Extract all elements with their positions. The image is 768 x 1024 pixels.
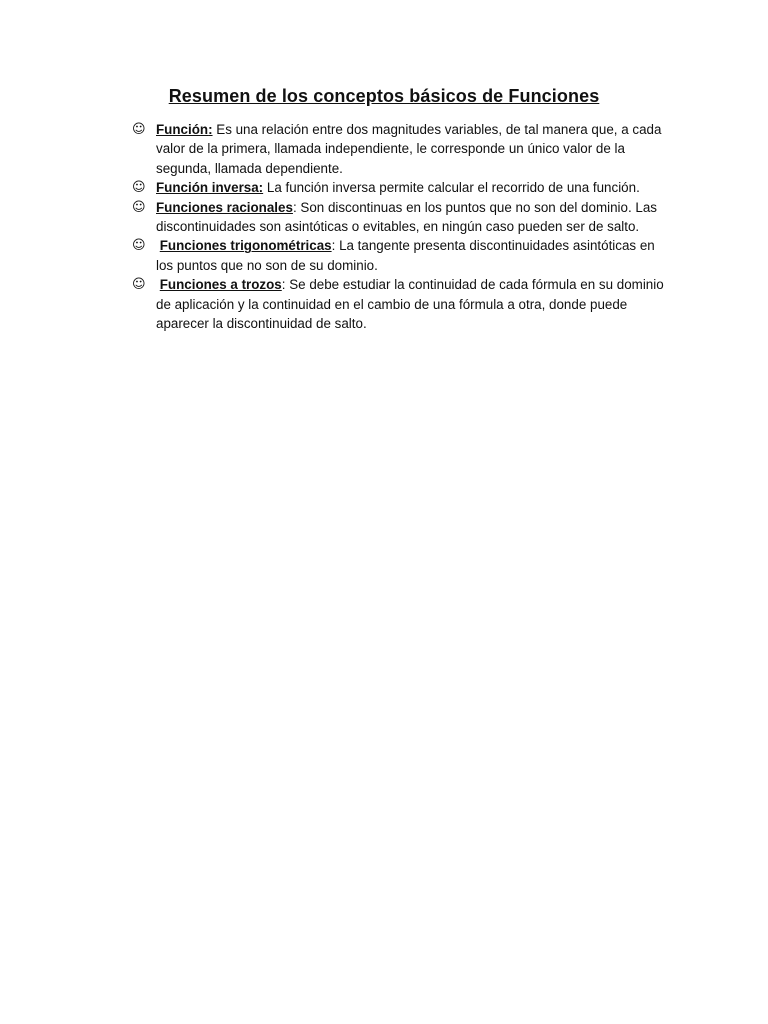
item-term: Funciones trigonométricas [159,238,332,254]
list-item [132,120,667,178]
item-separator: : [281,277,286,293]
smiley-face-icon: ☺ [132,122,146,137]
smiley-face-icon: ☺ [132,180,146,196]
item-separator: : [208,122,213,137]
list-item [132,236,667,275]
item-separator: : [331,238,336,254]
item-term: Función [156,122,209,137]
item-text: Es una relación entre dos magnitudes variables, de tal manera que, a cada valor de la primera, llamada independiente, le corresponde un único valor de la segunda, llamada dependiente. [156,122,662,176]
concept-list [132,120,667,333]
list-item [132,178,667,197]
item-term: Funciones racionales [156,199,293,215]
item-text: Se debe estudiar la continuidad de cada fórmula en su dominio de aplicación y la continuidad en el cambio de una fórmula a otra, donde puede aparecer la discontinuidad de salto. [156,277,664,332]
list-item [132,198,667,237]
list-item [132,275,667,333]
item-term: Funciones a trozos [159,277,282,293]
document-title: Resumen de los conceptos básicos de Funciones [168,86,600,106]
item-term: Función inversa: [156,180,264,196]
item-text: Son discontinuas en los puntos que no son del dominio. Las discontinuidades son asintóticas o evitables, en ningún caso pueden ser de salto. [156,199,657,235]
smiley-face-icon: ☺ [132,199,146,215]
item-text: La tangente presenta discontinuidades asintóticas en los puntos que no son de su dominio. [156,238,655,273]
item-text: La función inversa permite calcular el recorrido de una función. [263,180,640,196]
item-separator: : [292,199,297,215]
smiley-face-icon: ☺ [132,277,146,293]
smiley-face-icon: ☺ [132,238,146,254]
